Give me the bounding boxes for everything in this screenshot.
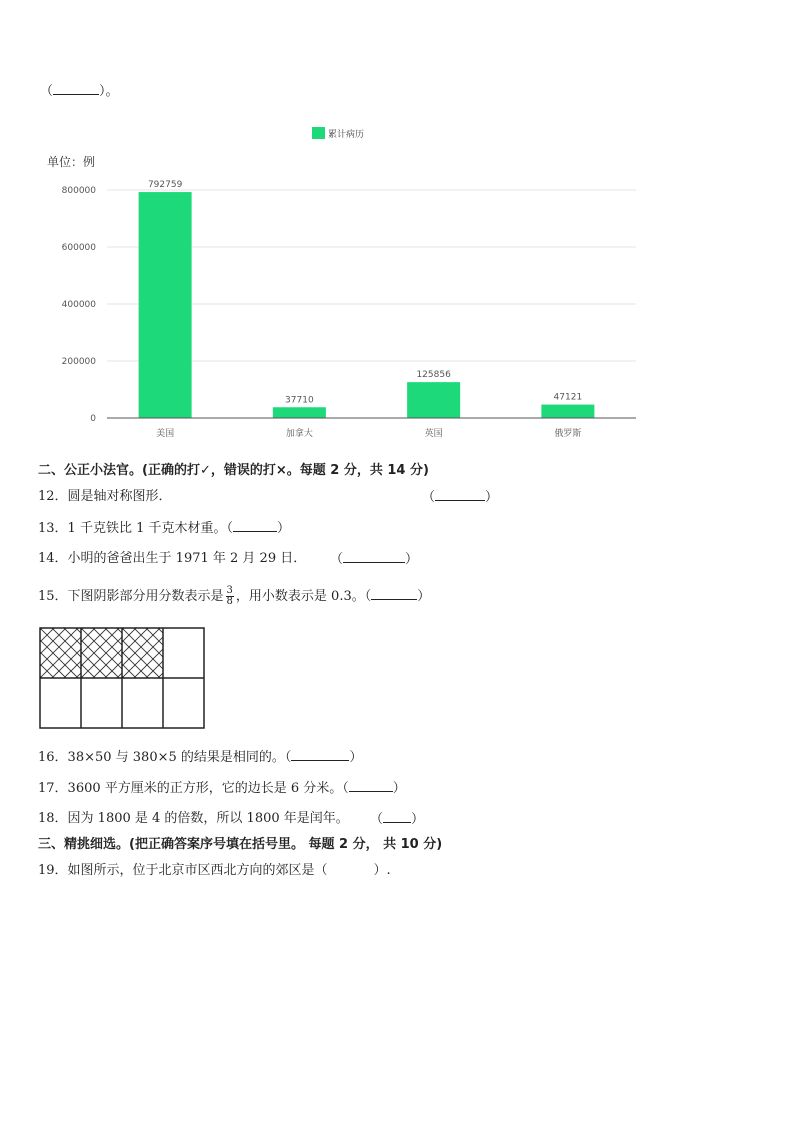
hatch-line <box>170 628 208 678</box>
hatch-line <box>194 628 208 678</box>
hatch-line <box>158 628 208 678</box>
hatch-line <box>38 628 71 678</box>
question-14 <box>38 550 306 568</box>
hatch-line <box>165 628 208 678</box>
bar <box>407 382 460 418</box>
hatch-line <box>100 628 150 678</box>
bar <box>273 407 326 418</box>
y-tick-label: 200000 <box>61 357 96 367</box>
hatch-line <box>158 628 208 678</box>
bar-data-label: 47121 <box>553 392 583 403</box>
paren-open: （ <box>422 490 436 505</box>
bar <box>139 192 192 418</box>
hatch-line <box>153 628 203 678</box>
hatch-line <box>141 628 191 678</box>
hatch-line <box>170 628 208 678</box>
question-13 <box>38 519 290 538</box>
answer-blank[interactable] <box>53 82 99 95</box>
q15-text-after: ，用小数表示是 0.3。（ <box>235 589 372 604</box>
hatch-line <box>206 628 208 678</box>
answer-blank[interactable] <box>233 519 277 532</box>
shaded-grid-figure <box>38 626 208 732</box>
y-tick-label: 0 <box>90 414 96 424</box>
q17-text: 17．3600 平方厘米的正方形，它的边长是 6 分米。（ <box>38 781 349 796</box>
hatch-line <box>124 628 174 678</box>
answer-blank[interactable] <box>349 779 393 792</box>
hatch-line <box>189 628 208 678</box>
paren-close: ） <box>392 781 406 796</box>
legend-label: 累计病历 <box>328 130 365 140</box>
q19-text: 19．如图所示，位于北京市区西北方向的郊区是（ <box>38 863 328 878</box>
paren-close: ） <box>411 812 425 827</box>
paren-open: （ <box>330 552 344 567</box>
bar-data-label: 125856 <box>416 370 451 381</box>
shaded-cell-3 <box>62 628 208 678</box>
y-tick-label: 400000 <box>61 300 96 310</box>
hatch-line <box>136 628 186 678</box>
paren-close: ） <box>405 552 419 567</box>
paren-close: ）。 <box>99 84 119 99</box>
chart-legend <box>312 127 364 140</box>
unit-label: 单位：例 <box>47 155 96 169</box>
question-17 <box>38 779 406 798</box>
answer-blank[interactable] <box>435 488 485 501</box>
hatch-line <box>38 628 66 678</box>
section2-heading: 二、公正小法官。(正确的打✓，错误的打×。每题 2 分，共 14 分) <box>38 463 429 478</box>
hatch-line <box>189 628 208 678</box>
x-tick-label: 俄罗斯 <box>554 429 582 439</box>
paren-close: ） <box>276 521 290 536</box>
x-tick-label: 英国 <box>424 429 443 439</box>
hatch-line <box>112 628 162 678</box>
hatch-line <box>194 628 208 678</box>
q14-text: 14．小明的爸爸出生于 1971 年 2 月 29 日． <box>38 551 307 566</box>
hatch-line <box>112 628 162 678</box>
data-labels <box>148 180 582 405</box>
q15-text: 15．下图阴影部分用分数表示是 <box>38 589 224 604</box>
hatch-line <box>38 628 83 678</box>
question-18 <box>38 810 349 828</box>
hatch-line <box>206 628 208 678</box>
paren-close: ） <box>485 490 499 505</box>
q16-text: 16．38×50 与 380×5 的结果是相同的。（ <box>38 750 292 765</box>
frac-numerator: 3 <box>226 585 233 596</box>
paren-close: ）. <box>373 863 391 878</box>
hatch-line <box>148 628 198 678</box>
y-tick-label: 600000 <box>61 243 96 253</box>
x-axis-ticks <box>156 427 581 439</box>
hatch-line <box>38 628 71 678</box>
hatch-line <box>153 628 203 678</box>
q18-text: 18．因为 1800 是 4 的倍数，所以 1800 年是闰年。 <box>38 811 349 826</box>
q13-text: 13．1 千克铁比 1 千克木材重。（ <box>38 521 233 536</box>
question-19 <box>38 862 391 880</box>
question-16 <box>38 748 362 767</box>
paren-open: （ <box>40 84 54 99</box>
y-axis-ticks <box>62 186 97 424</box>
legend-swatch <box>312 127 325 139</box>
section3-heading: 三、精挑细选。(把正确答案序号填在括号里。 每题 2 分， 共 10 分) <box>38 837 443 852</box>
paren-close: ） <box>417 589 431 604</box>
question-15 <box>38 586 430 608</box>
q12-text: 12．圆是轴对称图形． <box>38 489 172 504</box>
top-answer-blank <box>40 82 119 101</box>
frac-denominator: 8 <box>226 596 233 607</box>
bar-data-label: 792759 <box>147 180 183 191</box>
y-tick-label: 800000 <box>61 186 96 196</box>
hatch-line <box>124 628 174 678</box>
hatch-line <box>148 628 198 678</box>
hatch-line <box>136 628 186 678</box>
x-tick-label: 加拿大 <box>285 429 313 439</box>
paren-close: ） <box>349 750 363 765</box>
q18-answer <box>370 810 424 829</box>
hatch-line <box>100 628 150 678</box>
hatch-line <box>165 628 208 678</box>
grid-lines <box>40 628 204 728</box>
answer-blank[interactable] <box>383 810 411 823</box>
hatch-line <box>38 628 66 678</box>
answer-blank[interactable] <box>343 550 405 563</box>
answer-blank[interactable] <box>291 748 349 761</box>
fraction-3-8 <box>226 586 234 607</box>
q14-answer <box>330 550 418 569</box>
chart-bars <box>139 192 595 418</box>
hatch-line <box>38 628 83 678</box>
x-tick-label: 美国 <box>156 429 175 439</box>
bar <box>541 405 594 418</box>
bar-data-label: 37710 <box>285 395 314 406</box>
question-12 <box>38 488 172 506</box>
hatch-line <box>141 628 191 678</box>
bar-chart <box>0 115 793 445</box>
q12-answer <box>422 488 498 507</box>
paren-open: （ <box>370 812 384 827</box>
answer-blank[interactable] <box>371 587 417 600</box>
